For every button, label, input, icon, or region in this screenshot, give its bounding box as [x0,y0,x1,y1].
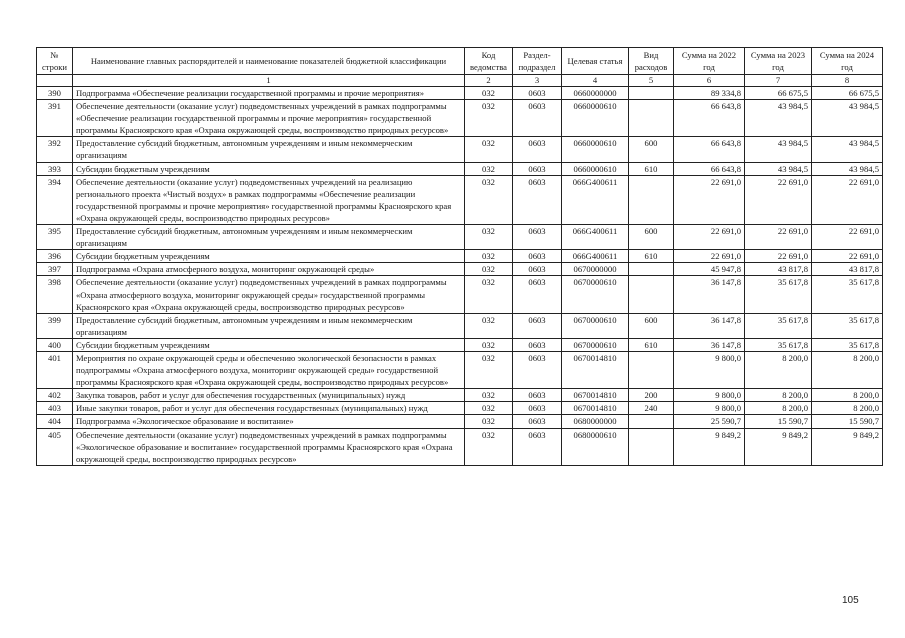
row-number-cell: 398 [37,276,73,313]
table-row [37,250,883,263]
expense-type-cell [629,428,674,465]
col-header-sum-2023: Сумма на 2023 год [745,48,812,75]
department-code-cell: 032 [465,87,513,100]
target-article-cell: 0680000610 [562,428,629,465]
sum-2023-cell: 35 617,8 [745,276,812,313]
section-cell: 0603 [513,313,562,338]
section-cell: 0603 [513,162,562,175]
sum-2024-cell: 8 200,0 [812,389,883,402]
sum-2024-cell: 22 691,0 [812,250,883,263]
table-row [37,175,883,224]
sum-2024-cell: 66 675,5 [812,87,883,100]
row-number-cell: 397 [37,263,73,276]
table-row [37,100,883,137]
section-cell: 0603 [513,415,562,428]
row-number-cell: 393 [37,162,73,175]
section-cell: 0603 [513,87,562,100]
budget-table-page [36,47,882,466]
sum-2022-cell: 22 691,0 [674,225,745,250]
row-name-cell: Обеспечение деятельности (оказание услуг) подведомственных учреждений в рамках подпрограммы «Охрана атмосферного воздуха, мониторинг окружающей среды» государственной программы Красноярского края «Охрана окружающей среды, воспроизводство природных ресурсов» [73,276,465,313]
department-code-cell: 032 [465,415,513,428]
department-code-cell: 032 [465,389,513,402]
row-name-cell: Обеспечение деятельности (оказание услуг) подведомственных учреждений в рамках подпрограммы «Экологическое образование и воспитание» государственной программы Красноярского края «Охрана окружающей среды, воспроизводство природных ресурсов» [73,428,465,465]
target-article-cell: 0670000610 [562,313,629,338]
row-number-cell: 394 [37,175,73,224]
table-row [37,276,883,313]
expense-type-cell: 600 [629,313,674,338]
sum-2024-cell: 35 617,8 [812,313,883,338]
table-row [37,338,883,351]
col-header-department-code: Код ведомства [465,48,513,75]
expense-type-cell [629,87,674,100]
table-row [37,162,883,175]
section-cell: 0603 [513,276,562,313]
target-article-cell: 066G400611 [562,225,629,250]
sum-2022-cell: 66 643,8 [674,100,745,137]
target-article-cell: 0670014810 [562,389,629,402]
expense-type-cell [629,100,674,137]
col-number: 6 [674,75,745,87]
target-article-cell: 066G400611 [562,250,629,263]
row-name-cell: Предоставление субсидий бюджетным, автономным учреждениям и иным некоммерческим организациям [73,313,465,338]
sum-2023-cell: 43 817,8 [745,263,812,276]
department-code-cell: 032 [465,338,513,351]
sum-2023-cell: 8 200,0 [745,402,812,415]
row-number-cell: 401 [37,351,73,388]
table-body [37,87,883,466]
row-name-cell: Подпрограмма «Охрана атмосферного воздуха, мониторинг окружающей среды» [73,263,465,276]
col-number: 4 [562,75,629,87]
row-number-cell: 404 [37,415,73,428]
target-article-cell: 0660000610 [562,162,629,175]
row-name-cell: Предоставление субсидий бюджетным, автономным учреждениям и иным некоммерческим организациям [73,137,465,162]
table-row [37,87,883,100]
sum-2024-cell: 15 590,7 [812,415,883,428]
sum-2022-cell: 36 147,8 [674,276,745,313]
table-row [37,389,883,402]
section-cell: 0603 [513,389,562,402]
sum-2024-cell: 43 817,8 [812,263,883,276]
row-number-cell: 395 [37,225,73,250]
expense-type-cell: 240 [629,402,674,415]
row-name-cell: Мероприятия по охране окружающей среды и обеспечению экологической безопасности в рамках подпрограммы «Охрана атмосферного воздуха, мониторинг окружающей среды» государственной программы Красноярского края «Охрана окружающей среды, воспроизводство природных ресурсов» [73,351,465,388]
sum-2024-cell: 35 617,8 [812,276,883,313]
row-name-cell: Иные закупки товаров, работ и услуг для обеспечения государственных (муниципальных) нужд [73,402,465,415]
sum-2023-cell: 35 617,8 [745,338,812,351]
sum-2024-cell: 35 617,8 [812,338,883,351]
sum-2022-cell: 89 334,8 [674,87,745,100]
section-cell: 0603 [513,351,562,388]
section-cell: 0603 [513,225,562,250]
target-article-cell: 0660000610 [562,137,629,162]
col-number: 1 [73,75,465,87]
sum-2023-cell: 22 691,0 [745,225,812,250]
sum-2023-cell: 22 691,0 [745,175,812,224]
sum-2024-cell: 8 200,0 [812,402,883,415]
sum-2022-cell: 66 643,8 [674,137,745,162]
department-code-cell: 032 [465,162,513,175]
department-code-cell: 032 [465,250,513,263]
department-code-cell: 032 [465,137,513,162]
col-number: 8 [812,75,883,87]
row-number-cell: 396 [37,250,73,263]
page-number: 105 [842,595,859,606]
sum-2022-cell: 36 147,8 [674,313,745,338]
expense-type-cell: 610 [629,250,674,263]
row-name-cell: Субсидии бюджетным учреждениям [73,250,465,263]
col-header-target-article: Целевая статья [562,48,629,75]
section-cell: 0603 [513,100,562,137]
sum-2023-cell: 9 849,2 [745,428,812,465]
sum-2023-cell: 43 984,5 [745,162,812,175]
col-number: 3 [513,75,562,87]
row-name-cell: Обеспечение деятельности (оказание услуг) подведомственных учреждений на реализацию регионального проекта «Чистый воздух» в рамках подпрограммы «Обеспечение реализации государственной программы и прочие мероприятия» государственной программы Красноярского края «Охрана окружающей среды, воспроизводство природных ресурсов» [73,175,465,224]
expense-type-cell: 600 [629,137,674,162]
table-row [37,263,883,276]
col-header-sum-2024: Сумма на 2024 год [812,48,883,75]
sum-2022-cell: 9 800,0 [674,351,745,388]
col-number: 5 [629,75,674,87]
department-code-cell: 032 [465,428,513,465]
row-number-cell: 400 [37,338,73,351]
expense-type-cell [629,263,674,276]
target-article-cell: 0680000000 [562,415,629,428]
row-number-cell: 392 [37,137,73,162]
expense-type-cell: 610 [629,162,674,175]
department-code-cell: 032 [465,225,513,250]
sum-2022-cell: 22 691,0 [674,250,745,263]
table-row [37,428,883,465]
row-name-cell: Предоставление субсидий бюджетным, автономным учреждениям и иным некоммерческим организациям [73,225,465,250]
target-article-cell: 0660000610 [562,100,629,137]
sum-2024-cell: 43 984,5 [812,162,883,175]
sum-2024-cell: 22 691,0 [812,225,883,250]
row-name-cell: Субсидии бюджетным учреждениям [73,162,465,175]
sum-2024-cell: 8 200,0 [812,351,883,388]
department-code-cell: 032 [465,100,513,137]
department-code-cell: 032 [465,263,513,276]
section-cell: 0603 [513,250,562,263]
row-name-cell: Подпрограмма «Экологическое образование и воспитание» [73,415,465,428]
section-cell: 0603 [513,263,562,276]
col-header-row-number: № строки [37,48,73,75]
expense-type-cell: 200 [629,389,674,402]
sum-2022-cell: 25 590,7 [674,415,745,428]
department-code-cell: 032 [465,313,513,338]
row-number-cell: 402 [37,389,73,402]
sum-2022-cell: 22 691,0 [674,175,745,224]
sum-2022-cell: 45 947,8 [674,263,745,276]
table-row [37,402,883,415]
row-number-cell: 405 [37,428,73,465]
sum-2023-cell: 22 691,0 [745,250,812,263]
sum-2022-cell: 66 643,8 [674,162,745,175]
row-number-cell: 399 [37,313,73,338]
row-number-cell: 403 [37,402,73,415]
sum-2023-cell: 8 200,0 [745,389,812,402]
target-article-cell: 0670014810 [562,402,629,415]
sum-2024-cell: 22 691,0 [812,175,883,224]
sum-2022-cell: 9 849,2 [674,428,745,465]
sum-2023-cell: 8 200,0 [745,351,812,388]
section-cell: 0603 [513,338,562,351]
sum-2024-cell: 43 984,5 [812,100,883,137]
sum-2024-cell: 43 984,5 [812,137,883,162]
row-number-cell: 390 [37,87,73,100]
expense-type-cell [629,276,674,313]
department-code-cell: 032 [465,276,513,313]
col-number: 2 [465,75,513,87]
target-article-cell: 0670000610 [562,338,629,351]
sum-2022-cell: 9 800,0 [674,402,745,415]
section-cell: 0603 [513,175,562,224]
budget-table [36,47,883,466]
row-name-cell: Закупка товаров, работ и услуг для обеспечения государственных (муниципальных) нужд [73,389,465,402]
row-name-cell: Подпрограмма «Обеспечение реализации государственной программы и прочие мероприятия» [73,87,465,100]
table-row [37,313,883,338]
col-header-section: Раздел-подраздел [513,48,562,75]
expense-type-cell [629,351,674,388]
sum-2023-cell: 43 984,5 [745,100,812,137]
col-number: 7 [745,75,812,87]
sum-2024-cell: 9 849,2 [812,428,883,465]
sum-2022-cell: 36 147,8 [674,338,745,351]
department-code-cell: 032 [465,402,513,415]
column-number-row [37,75,883,87]
table-row [37,137,883,162]
table-row [37,415,883,428]
sum-2023-cell: 15 590,7 [745,415,812,428]
expense-type-cell [629,175,674,224]
target-article-cell: 066G400611 [562,175,629,224]
section-cell: 0603 [513,137,562,162]
target-article-cell: 0660000000 [562,87,629,100]
table-row [37,351,883,388]
sum-2023-cell: 66 675,5 [745,87,812,100]
sum-2023-cell: 35 617,8 [745,313,812,338]
header-row [37,48,883,75]
sum-2022-cell: 9 800,0 [674,389,745,402]
col-header-sum-2022: Сумма на 2022 год [674,48,745,75]
department-code-cell: 032 [465,175,513,224]
sum-2023-cell: 43 984,5 [745,137,812,162]
target-article-cell: 0670000000 [562,263,629,276]
expense-type-cell: 600 [629,225,674,250]
table-row [37,225,883,250]
section-cell: 0603 [513,428,562,465]
section-cell: 0603 [513,402,562,415]
col-number [37,75,73,87]
col-header-expense-type: Вид расходов [629,48,674,75]
row-name-cell: Обеспечение деятельности (оказание услуг) подведомственных учреждений в рамках подпрограммы «Обеспечение реализации государственной программы и прочие мероприятия» государственной программы Красноярского края «Охрана окружающей среды, воспроизводство природных ресурсов» [73,100,465,137]
target-article-cell: 0670014810 [562,351,629,388]
target-article-cell: 0670000610 [562,276,629,313]
col-header-name: Наименование главных распорядителей и наименование показателей бюджетной классификации [73,48,465,75]
department-code-cell: 032 [465,351,513,388]
row-number-cell: 391 [37,100,73,137]
expense-type-cell [629,415,674,428]
row-name-cell: Субсидии бюджетным учреждениям [73,338,465,351]
expense-type-cell: 610 [629,338,674,351]
